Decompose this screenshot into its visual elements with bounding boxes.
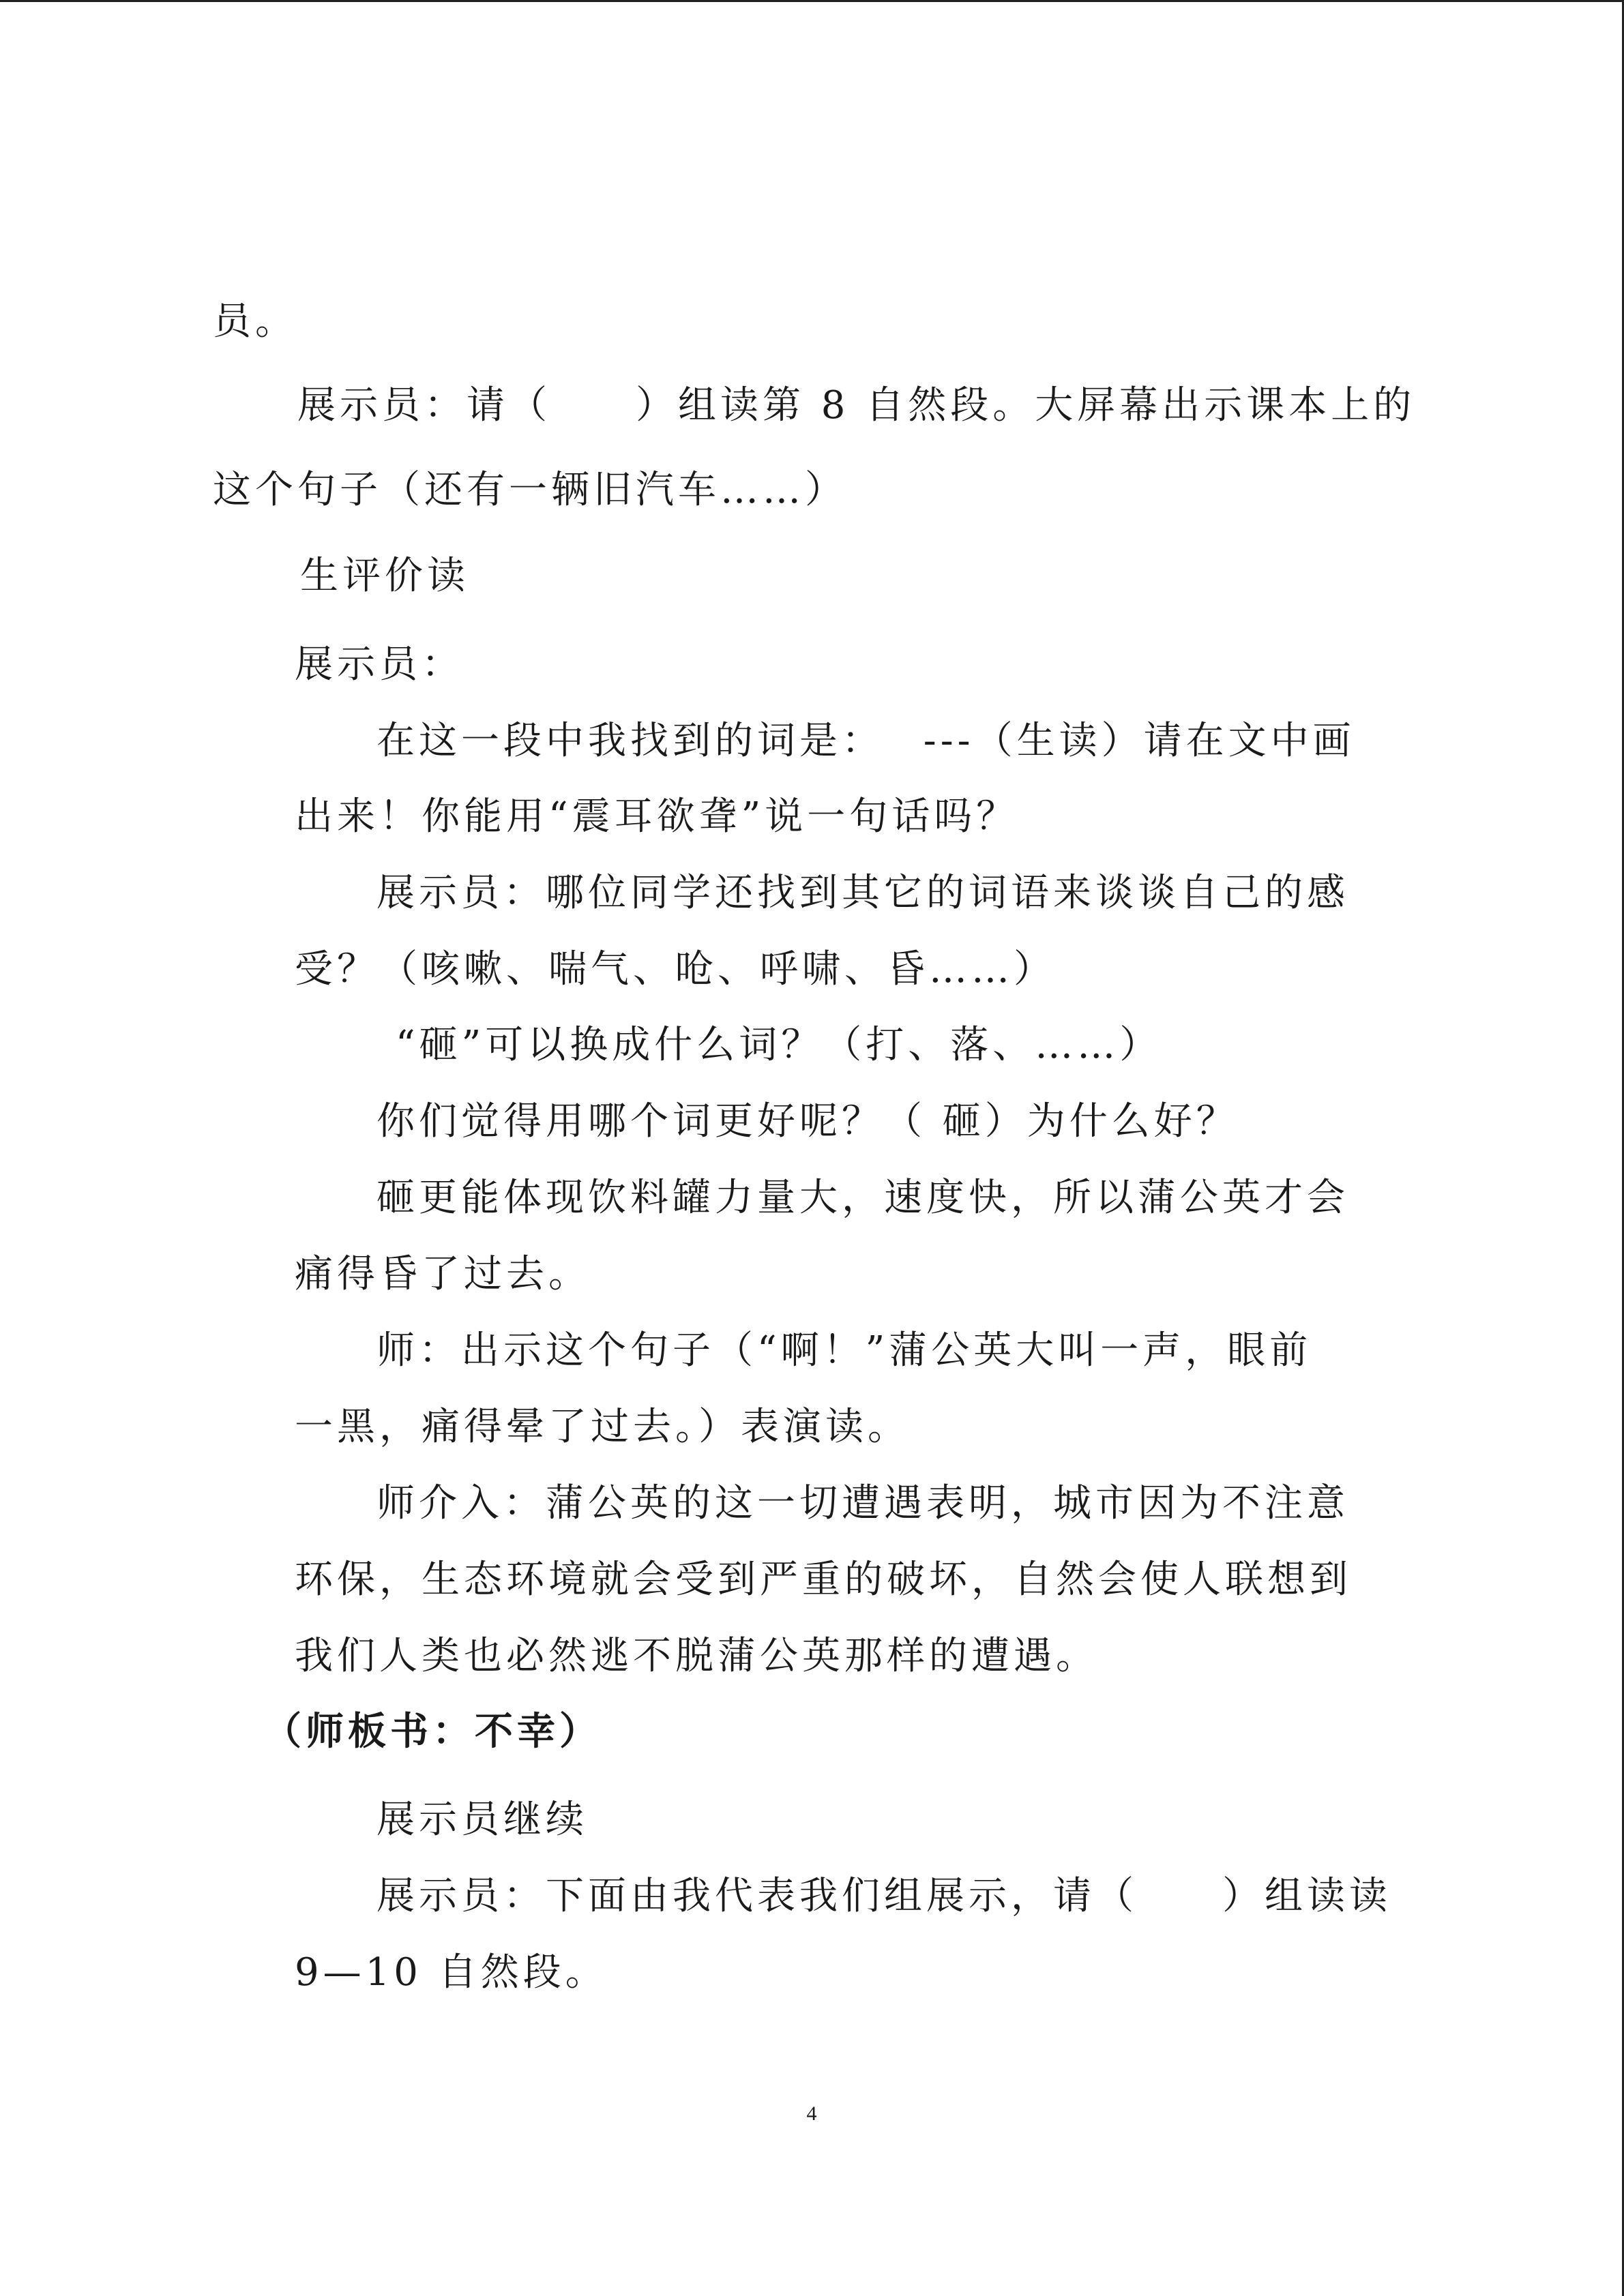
text-line-14: 师：出示这个句子（“啊！”蒲公英大叫一声，眼前 [377, 1328, 1312, 1373]
text-line-1: 员。 [213, 299, 297, 344]
text-line-7: 出来！你能用“震耳欲聋”说一句话吗？ [295, 794, 1019, 839]
text-line-18: 我们人类也必然逃不脱蒲公英那样的遭遇。 [295, 1634, 1098, 1678]
text-line-20: 展示员继续 [377, 1798, 588, 1842]
page-top-border [0, 0, 1624, 2]
text-line-8: 展示员：哪位同学还找到其它的词语来谈谈自己的感 [377, 871, 1349, 915]
text-line-10: “砸”可以换成什么词？（打、落、……） [396, 1023, 1162, 1067]
text-line-4: 生评价读 [300, 554, 469, 598]
text-line-12: 砸更能体现饮料罐力量大，速度快，所以蒲公英才会 [377, 1176, 1349, 1220]
text-line-9: 受？（咳嗽、喘气、呛、呼啸、昏……） [295, 947, 1056, 992]
text-line-6: 在这一段中我找到的词是： ---（生读）请在文中画 [377, 719, 1355, 763]
page-number: 4 [806, 2102, 817, 2125]
text-line-2: 展示员：请（ ）组读第 8 自然段。大屏幕出示课本上的 [297, 383, 1416, 428]
text-line-3: 这个句子（还有一辆旧汽车……） [213, 468, 847, 512]
text-line-17: 环保，生态环境就会受到严重的破坏，自然会使人联想到 [295, 1557, 1352, 1602]
text-line-21: 展示员：下面由我代表我们组展示，请（ ）组读读 [377, 1874, 1391, 1918]
text-line-13: 痛得昏了过去。 [295, 1252, 591, 1296]
text-line-22: 9—10 自然段。 [295, 1950, 608, 1995]
text-line-11: 你们觉得用哪个词更好呢？（ 砸）为什么好？ [377, 1099, 1239, 1144]
text-line-15: 一黑，痛得晕了过去。）表演读。 [295, 1405, 910, 1449]
board-note-line: （师板书：不幸） [263, 1709, 602, 1754]
text-line-5: 展示员： [295, 642, 464, 687]
text-line-16: 师介入：蒲公英的这一切遭遇表明，城市因为不注意 [377, 1481, 1349, 1525]
